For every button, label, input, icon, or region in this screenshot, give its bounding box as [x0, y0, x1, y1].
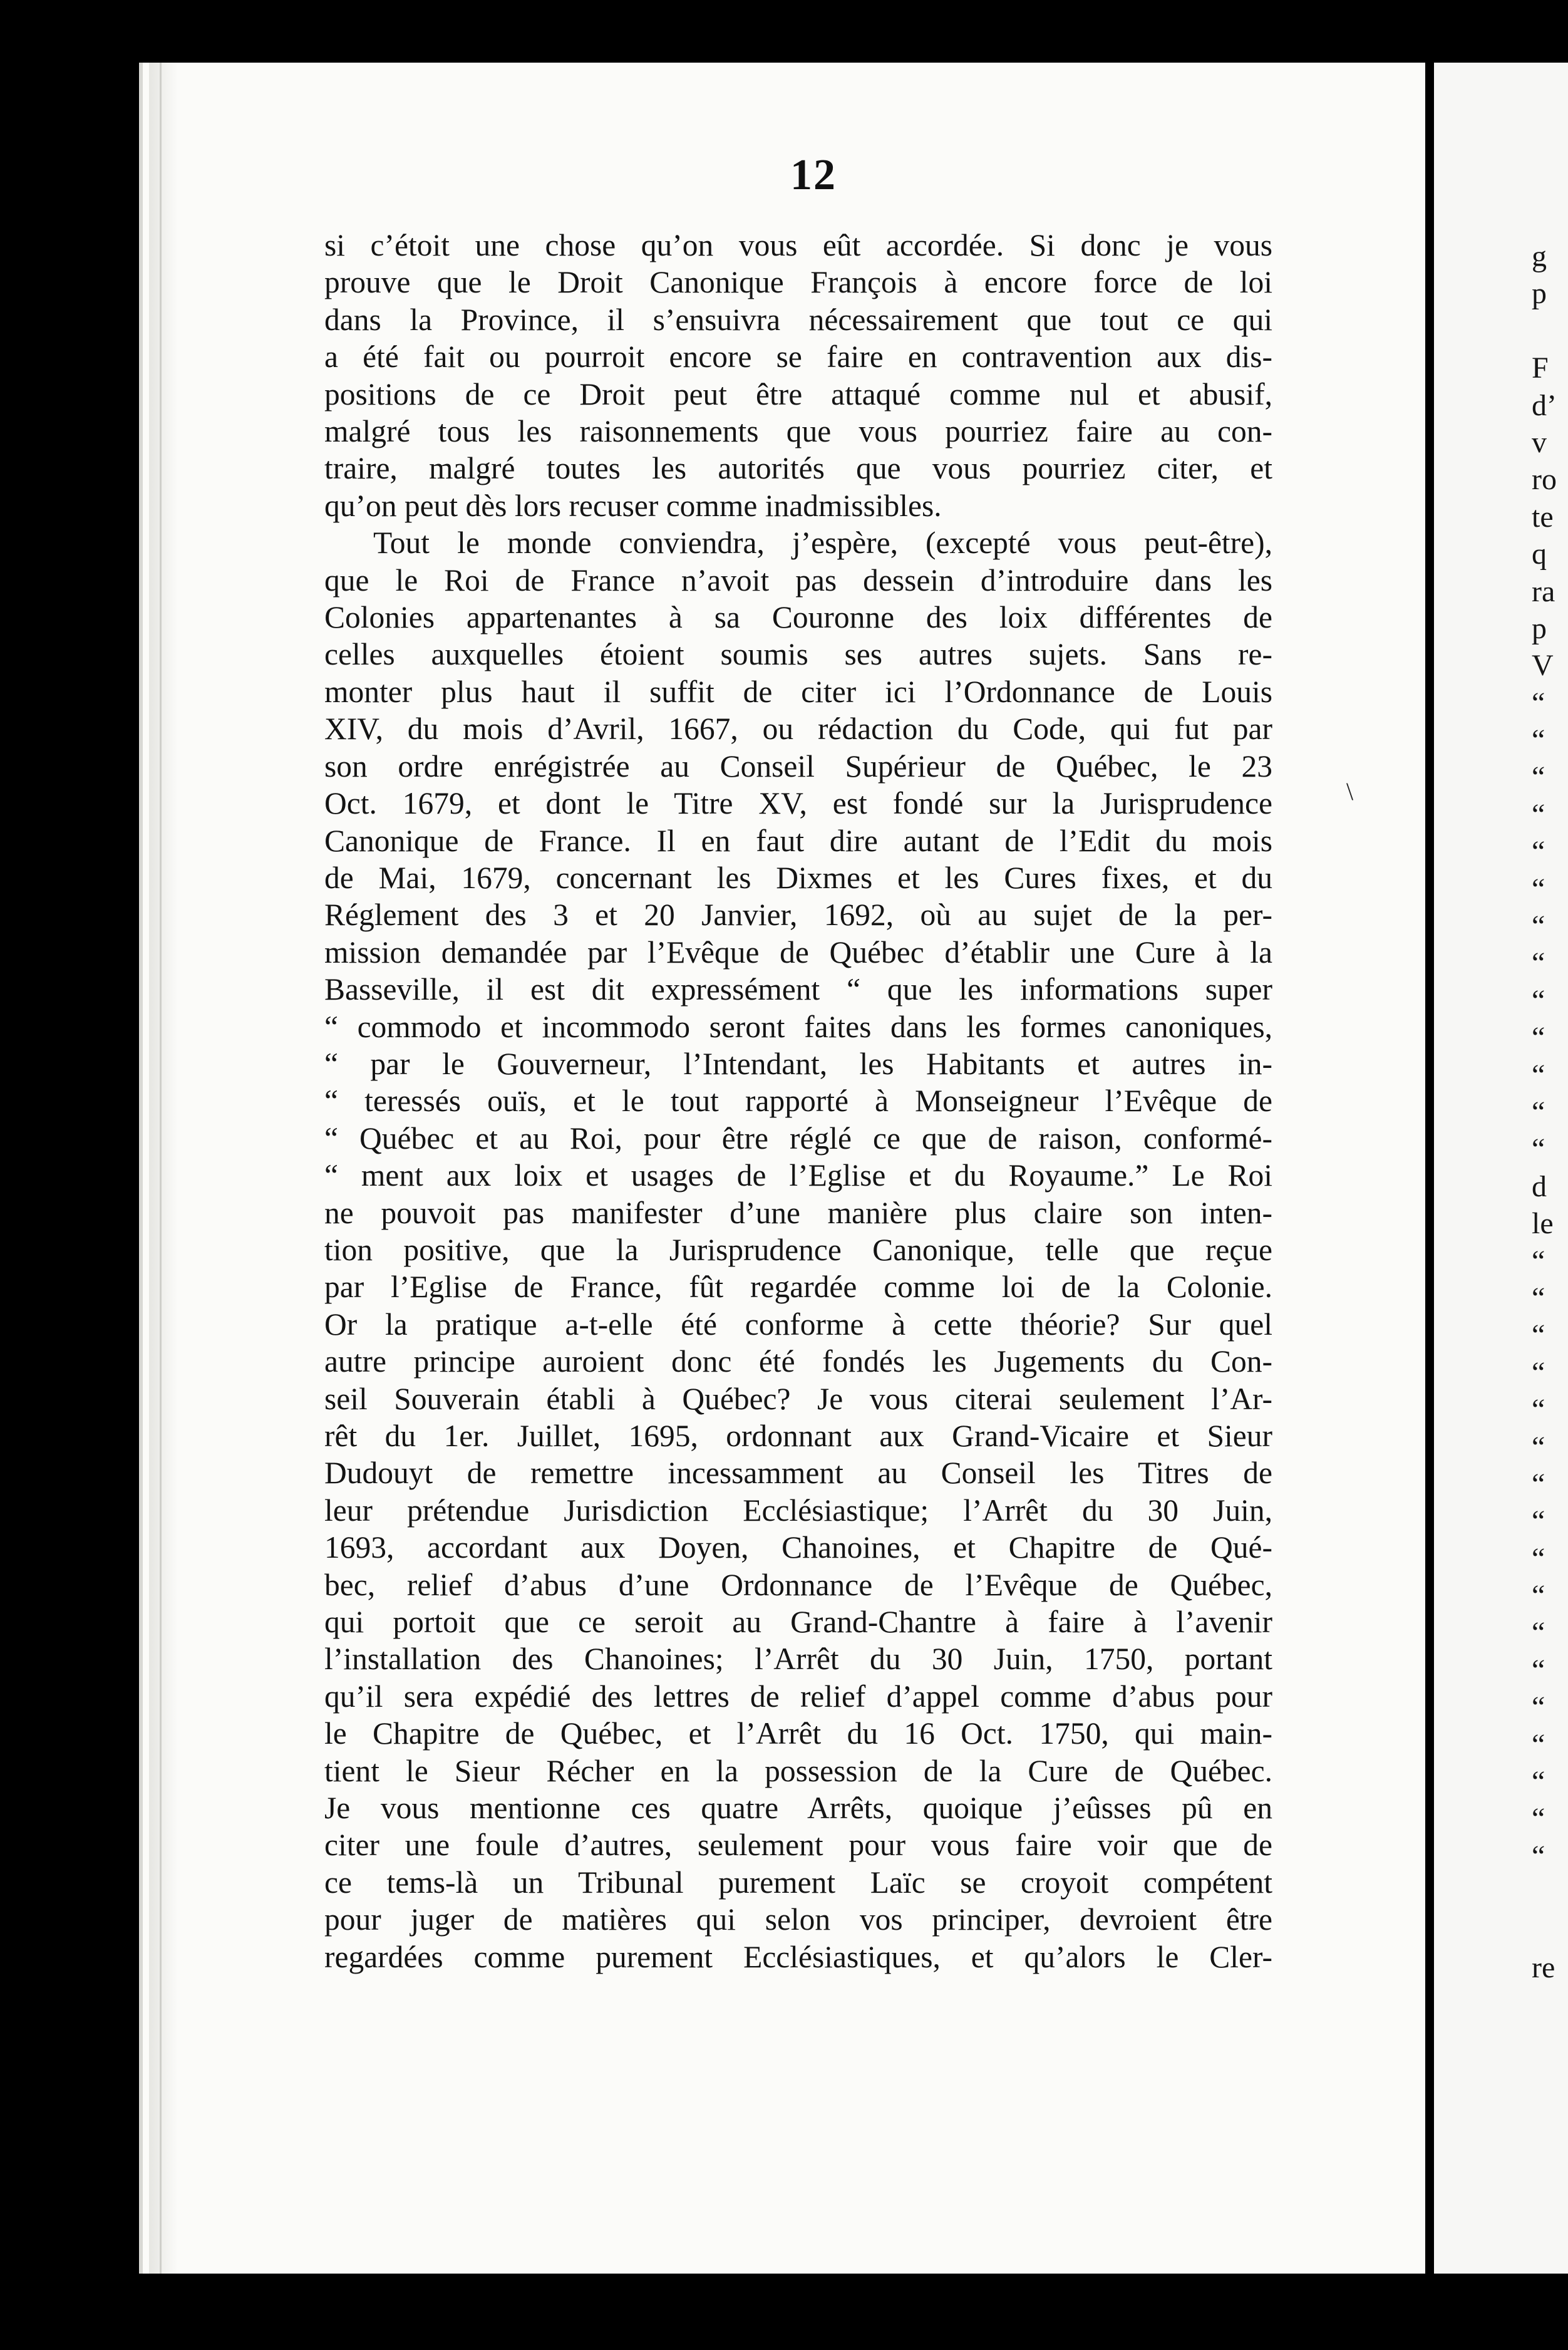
- text-line: Oct. 1679, et dont le Titre XV, est fondé sur la Jurisprudence: [324, 786, 1272, 821]
- facing-page-fragment: re: [1532, 1950, 1555, 1984]
- facing-page-fragment: te: [1532, 500, 1554, 534]
- facing-page-fragment: q: [1532, 537, 1547, 571]
- facing-page-fragment: “: [1532, 1021, 1545, 1055]
- text-line: 1693, accordant aux Doyen, Chanoines, et Chapitre de Qué-: [324, 1530, 1272, 1565]
- facing-page-fragment: “: [1532, 909, 1545, 943]
- text-line: ce tems-là un Tribunal purement Laïc se croyoit compétent: [324, 1865, 1272, 1900]
- text-line: leur prétendue Jurisdiction Ecclésiastique; l’Arrêt du 30 Juin,: [324, 1493, 1272, 1528]
- facing-page-fragment: g: [1532, 240, 1547, 273]
- text-line: positions de ce Droit peut être attaqué comme nul et abusif,: [324, 376, 1272, 412]
- text-line: rêt du 1er. Juillet, 1695, ordonnant aux Grand-Vicaire et Sieur: [324, 1419, 1272, 1453]
- facing-page-fragment: “: [1532, 1579, 1545, 1613]
- text-line: pour juger de matières qui selon vos principer, devroient être: [324, 1902, 1272, 1937]
- facing-page-fragment: “: [1532, 1653, 1545, 1687]
- text-line: Dudouyt de remettre incessamment au Conseil les Titres de: [324, 1456, 1272, 1491]
- facing-page-fragment: “: [1532, 1802, 1545, 1836]
- facing-page-fragment: p: [1532, 277, 1547, 311]
- text-line: Basseville, il est dit expressément “ que les informations super: [324, 972, 1272, 1007]
- facing-page-fragment: “: [1532, 1839, 1545, 1873]
- facing-page-fragment: “: [1532, 946, 1545, 980]
- facing-page-fragment: F: [1532, 351, 1549, 385]
- facing-page-fragment: le: [1532, 1207, 1554, 1241]
- facing-page-fragment: “: [1532, 872, 1545, 906]
- text-line: “ par le Gouverneur, l’Intendant, les Habitants et autres in-: [324, 1046, 1272, 1081]
- facing-page-fragment: “: [1532, 1765, 1545, 1799]
- facing-page-fragment: “: [1532, 1616, 1545, 1650]
- text-line: malgré tous les raisonnements que vous pourriez faire au con-: [324, 414, 1272, 449]
- text-line: Or la pratique a-t-elle été conforme à cette théorie? Sur quel: [324, 1307, 1272, 1342]
- facing-page-fragment: “: [1532, 1467, 1545, 1501]
- text-line: tient le Sieur Récher en la possession de la Cure de Québec.: [324, 1753, 1272, 1788]
- stray-ink-mark: \: [1346, 777, 1354, 805]
- facing-page-fragment: “: [1532, 1430, 1545, 1464]
- facing-page-fragment: [1532, 1875, 1568, 1912]
- text-line: citer une foule d’autres, seulement pour vous faire voir que de: [324, 1828, 1272, 1863]
- text-line: ne pouvoit pas manifester d’une manière plus claire son inten-: [324, 1195, 1272, 1230]
- facing-page-fragment: “: [1532, 686, 1545, 720]
- text-line: par l’Eglise de France, fût regardée comme loi de la Colonie.: [324, 1270, 1272, 1305]
- facing-page-fragment: v: [1532, 425, 1547, 459]
- facing-page-fragment: “: [1532, 1355, 1545, 1389]
- text-line: monter plus haut il suffit de citer ici l’Ordonnance de Louis: [324, 674, 1272, 709]
- body-text: [324, 227, 1272, 1975]
- text-line: prouve que le Droit Canonique François à encore force de loi: [324, 265, 1272, 300]
- facing-page-fragment: “: [1532, 1281, 1545, 1315]
- text-line: “ teressés ouïs, et le tout rapporté à Monseigneur l’Evêque de: [324, 1084, 1272, 1119]
- facing-page-fragment: ra: [1532, 574, 1555, 608]
- facing-page-fragment: “: [1532, 723, 1545, 757]
- text-line: XIV, du mois d’Avril, 1667, ou rédaction du Code, qui fut par: [324, 712, 1272, 747]
- text-line: a été fait ou pourroit encore se faire en contravention aux dis-: [324, 339, 1272, 375]
- facing-page-fragment: “: [1532, 1058, 1545, 1092]
- facing-page-fragment: “: [1532, 835, 1545, 869]
- text-line: qu’on peut dès lors recuser comme inadmissibles.: [324, 488, 942, 523]
- facing-page-fragment: [1532, 1912, 1568, 1949]
- text-line: qu’il sera expédié des lettres de relief d’appel comme d’abus pour: [324, 1679, 1272, 1714]
- facing-page-text-fragments: [1532, 238, 1568, 1986]
- page-number: 12: [790, 151, 837, 199]
- text-line: regardées comme purement Ecclésiastiques, et qu’alors le Cler-: [324, 1939, 1272, 1974]
- text-line: tion positive, que la Jurisprudence Canonique, telle que reçue: [324, 1232, 1272, 1267]
- text-line: celles auxquelles étoient soumis ses autres sujets. Sans re-: [324, 637, 1272, 672]
- facing-page-fragment: “: [1532, 760, 1545, 794]
- text-line: mission demandée par l’Evêque de Québec d’établir une Cure à la: [324, 934, 1272, 970]
- text-line: seil Souverain établi à Québec? Je vous citerai seulement l’Ar-: [324, 1381, 1272, 1416]
- facing-page-fragment: d: [1532, 1169, 1547, 1203]
- facing-page-fragment: “: [1532, 1132, 1545, 1166]
- facing-page-fragment: “: [1532, 1393, 1545, 1427]
- text-line: “ commodo et incommodo seront faites dans les formes canoniques,: [324, 1009, 1272, 1044]
- facing-page-fragment: “: [1532, 1727, 1545, 1761]
- page-fold-line: [160, 63, 162, 2274]
- page-gutter-shadow: [149, 63, 178, 2274]
- facing-page-fragment: “: [1532, 797, 1545, 831]
- facing-page-fragment: “: [1532, 1690, 1545, 1724]
- text-line: Je vous mentionne ces quatre Arrêts, quoique j’eûsses pû en: [324, 1791, 1272, 1826]
- facing-page-fragment: [1532, 313, 1568, 349]
- facing-page-fragment: “: [1532, 1318, 1545, 1352]
- text-line: Colonies appartenantes à sa Couronne des loix différentes de: [324, 600, 1272, 635]
- text-line: son ordre enrégistrée au Conseil Supérieur de Québec, le 23: [324, 748, 1272, 784]
- text-line: Réglement des 3 et 20 Janvier, 1692, où au sujet de la per-: [324, 898, 1272, 933]
- text-line: bec, relief d’abus d’une Ordonnance de l’Evêque de Québec,: [324, 1567, 1272, 1602]
- text-line: de Mai, 1679, concernant les Dixmes et les Cures fixes, et du: [324, 860, 1272, 895]
- facing-page-fragment: ro: [1532, 463, 1557, 497]
- facing-page-fragment: “: [1532, 1541, 1545, 1575]
- text-line: Canonique de France. Il en faut dire autant de l’Edit du mois: [324, 823, 1272, 858]
- text-line: que le Roi de France n’avoit pas dessein d’introduire dans les: [324, 562, 1272, 598]
- text-line: autre principe auroient donc été fondés les Jugements du Con-: [324, 1344, 1272, 1379]
- facing-page-fragment: p: [1532, 611, 1547, 645]
- facing-page-fragment: “: [1532, 1504, 1545, 1538]
- facing-page-fragment: V: [1532, 649, 1554, 683]
- text-line: l’installation des Chanoines; l’Arrêt du 30 Juin, 1750, portant: [324, 1642, 1272, 1677]
- text-line: traire, malgré toutes les autorités que vous pourriez citer, et: [324, 451, 1272, 486]
- text-line: “ ment aux loix et usages de l’Eglise et du Royaume.” Le Roi: [324, 1158, 1272, 1193]
- text-line: le Chapitre de Québec, et l’Arrêt du 16 Oct. 1750, qui main-: [324, 1716, 1272, 1751]
- text-line: si c’étoit une chose qu’on vous eût accordée. Si donc je vous: [324, 228, 1272, 262]
- facing-page-fragment: “: [1532, 1095, 1545, 1129]
- text-line: dans la Province, il s’ensuivra nécessairement que tout ce qui: [324, 302, 1272, 337]
- facing-page-fragment: “: [1532, 983, 1545, 1017]
- facing-page-fragment: d’: [1532, 388, 1557, 422]
- text-line: “ Québec et au Roi, pour être réglé ce que de raison, conformé-: [324, 1121, 1272, 1156]
- text-line: Tout le monde conviendra, j’espère, (excepté vous peut-être),: [373, 525, 1272, 561]
- facing-page-fragment: “: [1532, 1244, 1545, 1278]
- text-line: qui portoit que ce seroit au Grand-Chantre à faire à l’avenir: [324, 1605, 1272, 1640]
